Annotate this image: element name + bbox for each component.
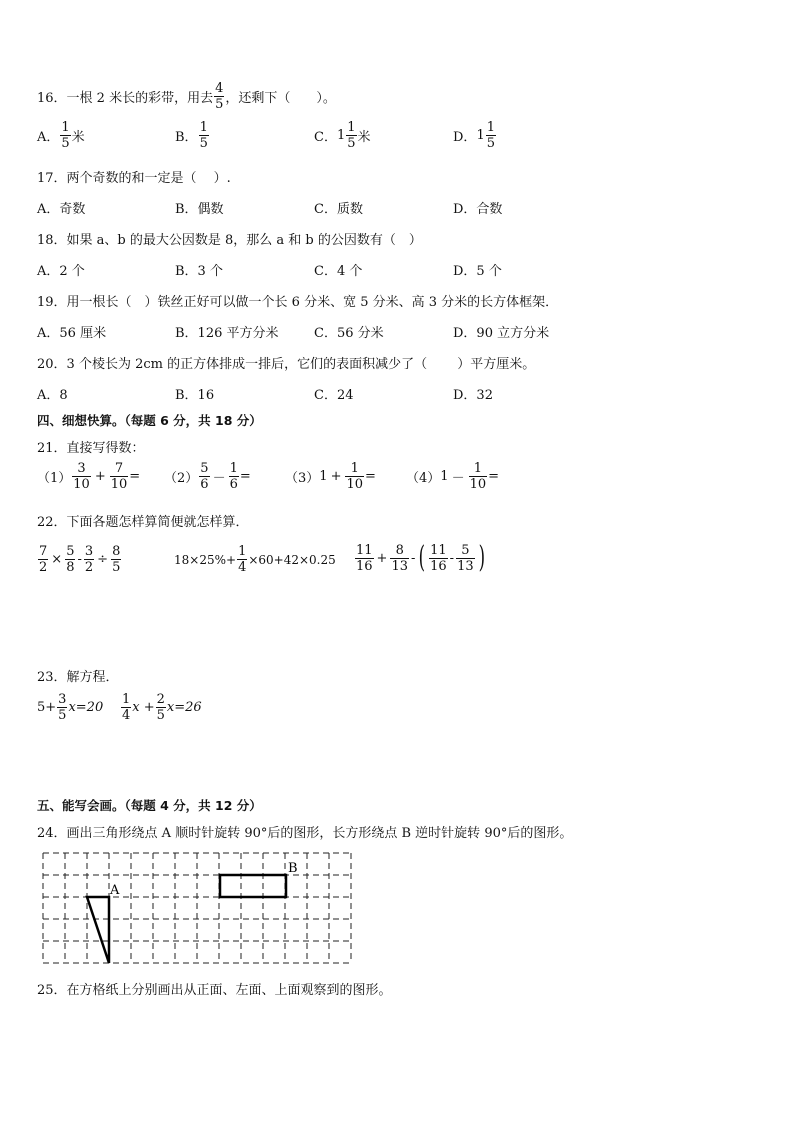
question-19: 19．用一根长（ ）铁丝正好可以做一个长 6 分米、宽 5 分米、高 3 分米的长方体框架． <box>37 295 559 310</box>
point-a-label: A <box>110 883 120 898</box>
q20-option-a[interactable]: A．8 <box>37 388 68 403</box>
question-24: 24．画出三角形绕点 A 顺时针旋转 90°后的图形，长方形绕点 B 逆时针旋转 90°后的图形。 <box>37 826 573 841</box>
question-23: 23．解方程． <box>37 670 119 685</box>
q17-option-c[interactable]: C．质数 <box>314 202 363 217</box>
q20-option-d[interactable]: D．32 <box>453 388 493 403</box>
q17-option-d[interactable]: D．合数 <box>453 202 503 217</box>
q19-option-a[interactable]: A．56 厘米 <box>37 326 107 341</box>
q19-option-c[interactable]: C．56 分米 <box>314 326 384 341</box>
q19-option-d[interactable]: D．90 立方分米 <box>453 326 550 341</box>
point-b-label: B <box>288 861 298 876</box>
q17-option-b[interactable]: B．偶数 <box>175 202 224 217</box>
question-22: 22．下面各题怎样算简便就怎样算． <box>37 515 249 530</box>
q21-item-4: （4） 1 － $\frac{1}{10}$ = <box>406 461 500 492</box>
question-21: 21．直接写得数： <box>37 441 145 456</box>
q23-equation-1: 5+ $\frac{3}{5}$ x=20 <box>37 692 104 723</box>
q22-expression-1: $\frac{7}{2}$ × $\frac{5}{8}$ - $\frac{3}{2}$ ÷ $\frac{8}{5}$ <box>39 544 121 575</box>
q22-expression-2: 18×25%+ $\frac{1}{4}$ ×60+42×0.25 <box>174 544 336 575</box>
q16-option-b[interactable]: B． $\frac{1}{5}$ <box>175 120 208 151</box>
section-heading-4: 四、细想快算。（每题 6 分，共 18 分） <box>37 413 262 428</box>
q17-option-a[interactable]: A．奇数 <box>37 202 86 217</box>
rectangle-shape <box>220 875 286 897</box>
question-16: 16．一根 2 米长的彩带，用去 $\frac{4}{5}$ ，还剩下（ ）。 <box>37 81 336 112</box>
q19-option-b[interactable]: B．126 平方分米 <box>175 326 279 341</box>
q18-option-a[interactable]: A．2 个 <box>37 264 85 279</box>
question-18: 18．如果 a、b 的最大公因数是 8，那么 a 和 b 的公因数有（ ） <box>37 233 422 248</box>
triangle-shape <box>87 897 109 963</box>
q18-option-b[interactable]: B．3 个 <box>175 264 223 279</box>
fraction: $\frac{4}{5}$ <box>215 81 224 112</box>
q16-option-d[interactable]: D． 1 $\frac{1}{5}$ <box>453 120 495 151</box>
q16-option-c[interactable]: C． 1 $\frac{1}{5}$ 米 <box>314 120 371 151</box>
q22-expression-3: $\frac{11}{16}$ + $\frac{8}{13}$ - ( $\frac{11}{16}$ - $\frac{5}{13}$ ) <box>356 540 485 575</box>
question-20: 20．3 个棱长为 2cm 的正方体排成一排后，它们的表面积减少了（ ）平方厘米。 <box>37 357 536 372</box>
left-paren: ( <box>419 540 426 575</box>
section-heading-5: 五、能写会画。（每题 4 分，共 12 分） <box>37 798 262 813</box>
q16-option-a[interactable]: A． $\frac{1}{5}$ 米 <box>37 120 85 151</box>
right-paren: ) <box>478 540 485 575</box>
q20-option-b[interactable]: B．16 <box>175 388 215 403</box>
dashed-grid <box>43 853 351 963</box>
q18-option-c[interactable]: C．4 个 <box>314 264 363 279</box>
q23-equation-2: $\frac{1}{4}$ x + $\frac{2}{5}$ x=26 <box>122 692 202 723</box>
q21-item-3: （3） 1 + $\frac{1}{10}$ = <box>285 461 376 492</box>
question-25: 25．在方格纸上分别画出从正面、左面、上面观察到的图形。 <box>37 983 392 998</box>
q21-item-1: （1） $\frac{3}{10}$ + $\frac{7}{10}$ = <box>37 461 141 492</box>
q20-option-c[interactable]: C．24 <box>314 388 354 403</box>
rotation-grid <box>40 850 360 970</box>
question-16-text: 16．一根 2 米长的彩带，用去 <box>37 91 214 106</box>
question-17: 17．两个奇数的和一定是（ ）. <box>37 171 231 186</box>
q21-item-2: （2） $\frac{5}{6}$ － $\frac{1}{6}$ = <box>164 461 251 492</box>
q18-option-d[interactable]: D．5 个 <box>453 264 502 279</box>
